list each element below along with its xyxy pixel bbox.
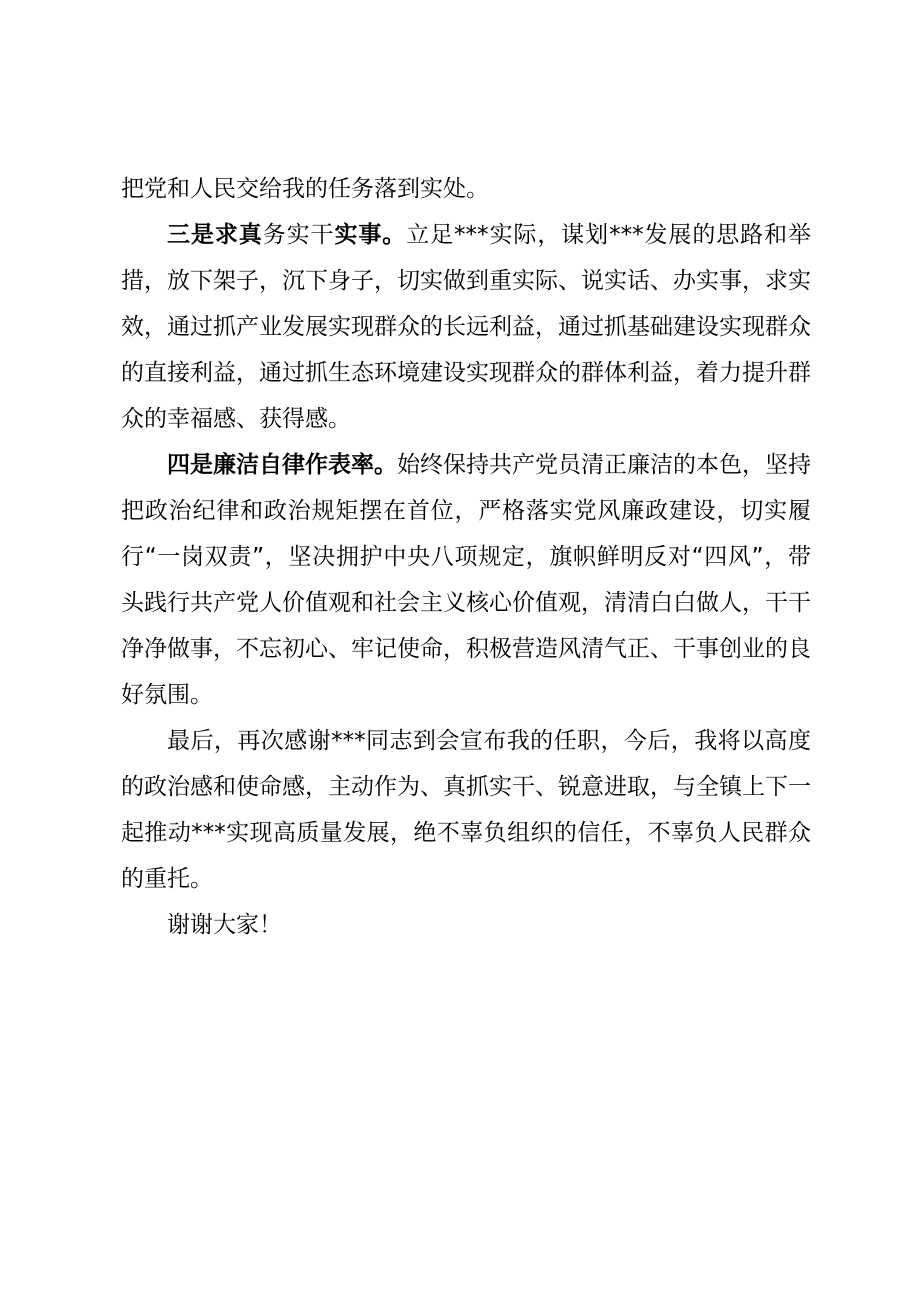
paragraph-three-point (121, 212, 811, 442)
paragraph-thanks: 谢谢大家！ (167, 912, 282, 938)
point-four-heading: 四是廉洁自律作表率。 (167, 452, 397, 478)
point-three-heading-mid: 务实干 (262, 222, 335, 248)
paragraph-four-point (121, 442, 811, 718)
point-three-heading-part2: 实事。 (334, 222, 407, 248)
point-three-heading-part1: 三是求真 (167, 222, 263, 248)
point-four-body: 始终保持共产党员清正廉洁的本色，坚持把政治纪律和政治规矩摆在首位，严格落实党风廉政建设，切实履行“一岗双责”，坚决拥护中央八项规定，旗帜鲜明反对“四风”，带头践行共产党人价值观和社会主义核心价值观，清清白白做人，干干净净做事，不忘初心、牢记使命，积极营造风清气正、干事创业的良好氛围。 (121, 452, 811, 708)
paragraph-closing: 最后，再次感谢***同志到会宣布我的任职，今后，我将以高度的政治感和使命感，主动作为、真抓实干、锐意进取，与全镇上下一起推动***实现高质量发展，绝不辜负组织的信任，不辜负人民群众的重托。 (121, 728, 811, 892)
paragraph-continuation: 把党和人民交给我的任务落到实处。 (121, 176, 489, 202)
document-body (121, 166, 811, 948)
point-three-body: 立足***实际，谋划***发展的思路和举措，放下架子，沉下身子，切实做到重实际、说实话、办实事，求实效，通过抓产业发展实现群众的长远利益，通过抓基础建设实现群众的直接利益，通过抓生态环境建设实现群众的群体利益，着力提升群众的幸福感、获得感。 (121, 222, 812, 432)
